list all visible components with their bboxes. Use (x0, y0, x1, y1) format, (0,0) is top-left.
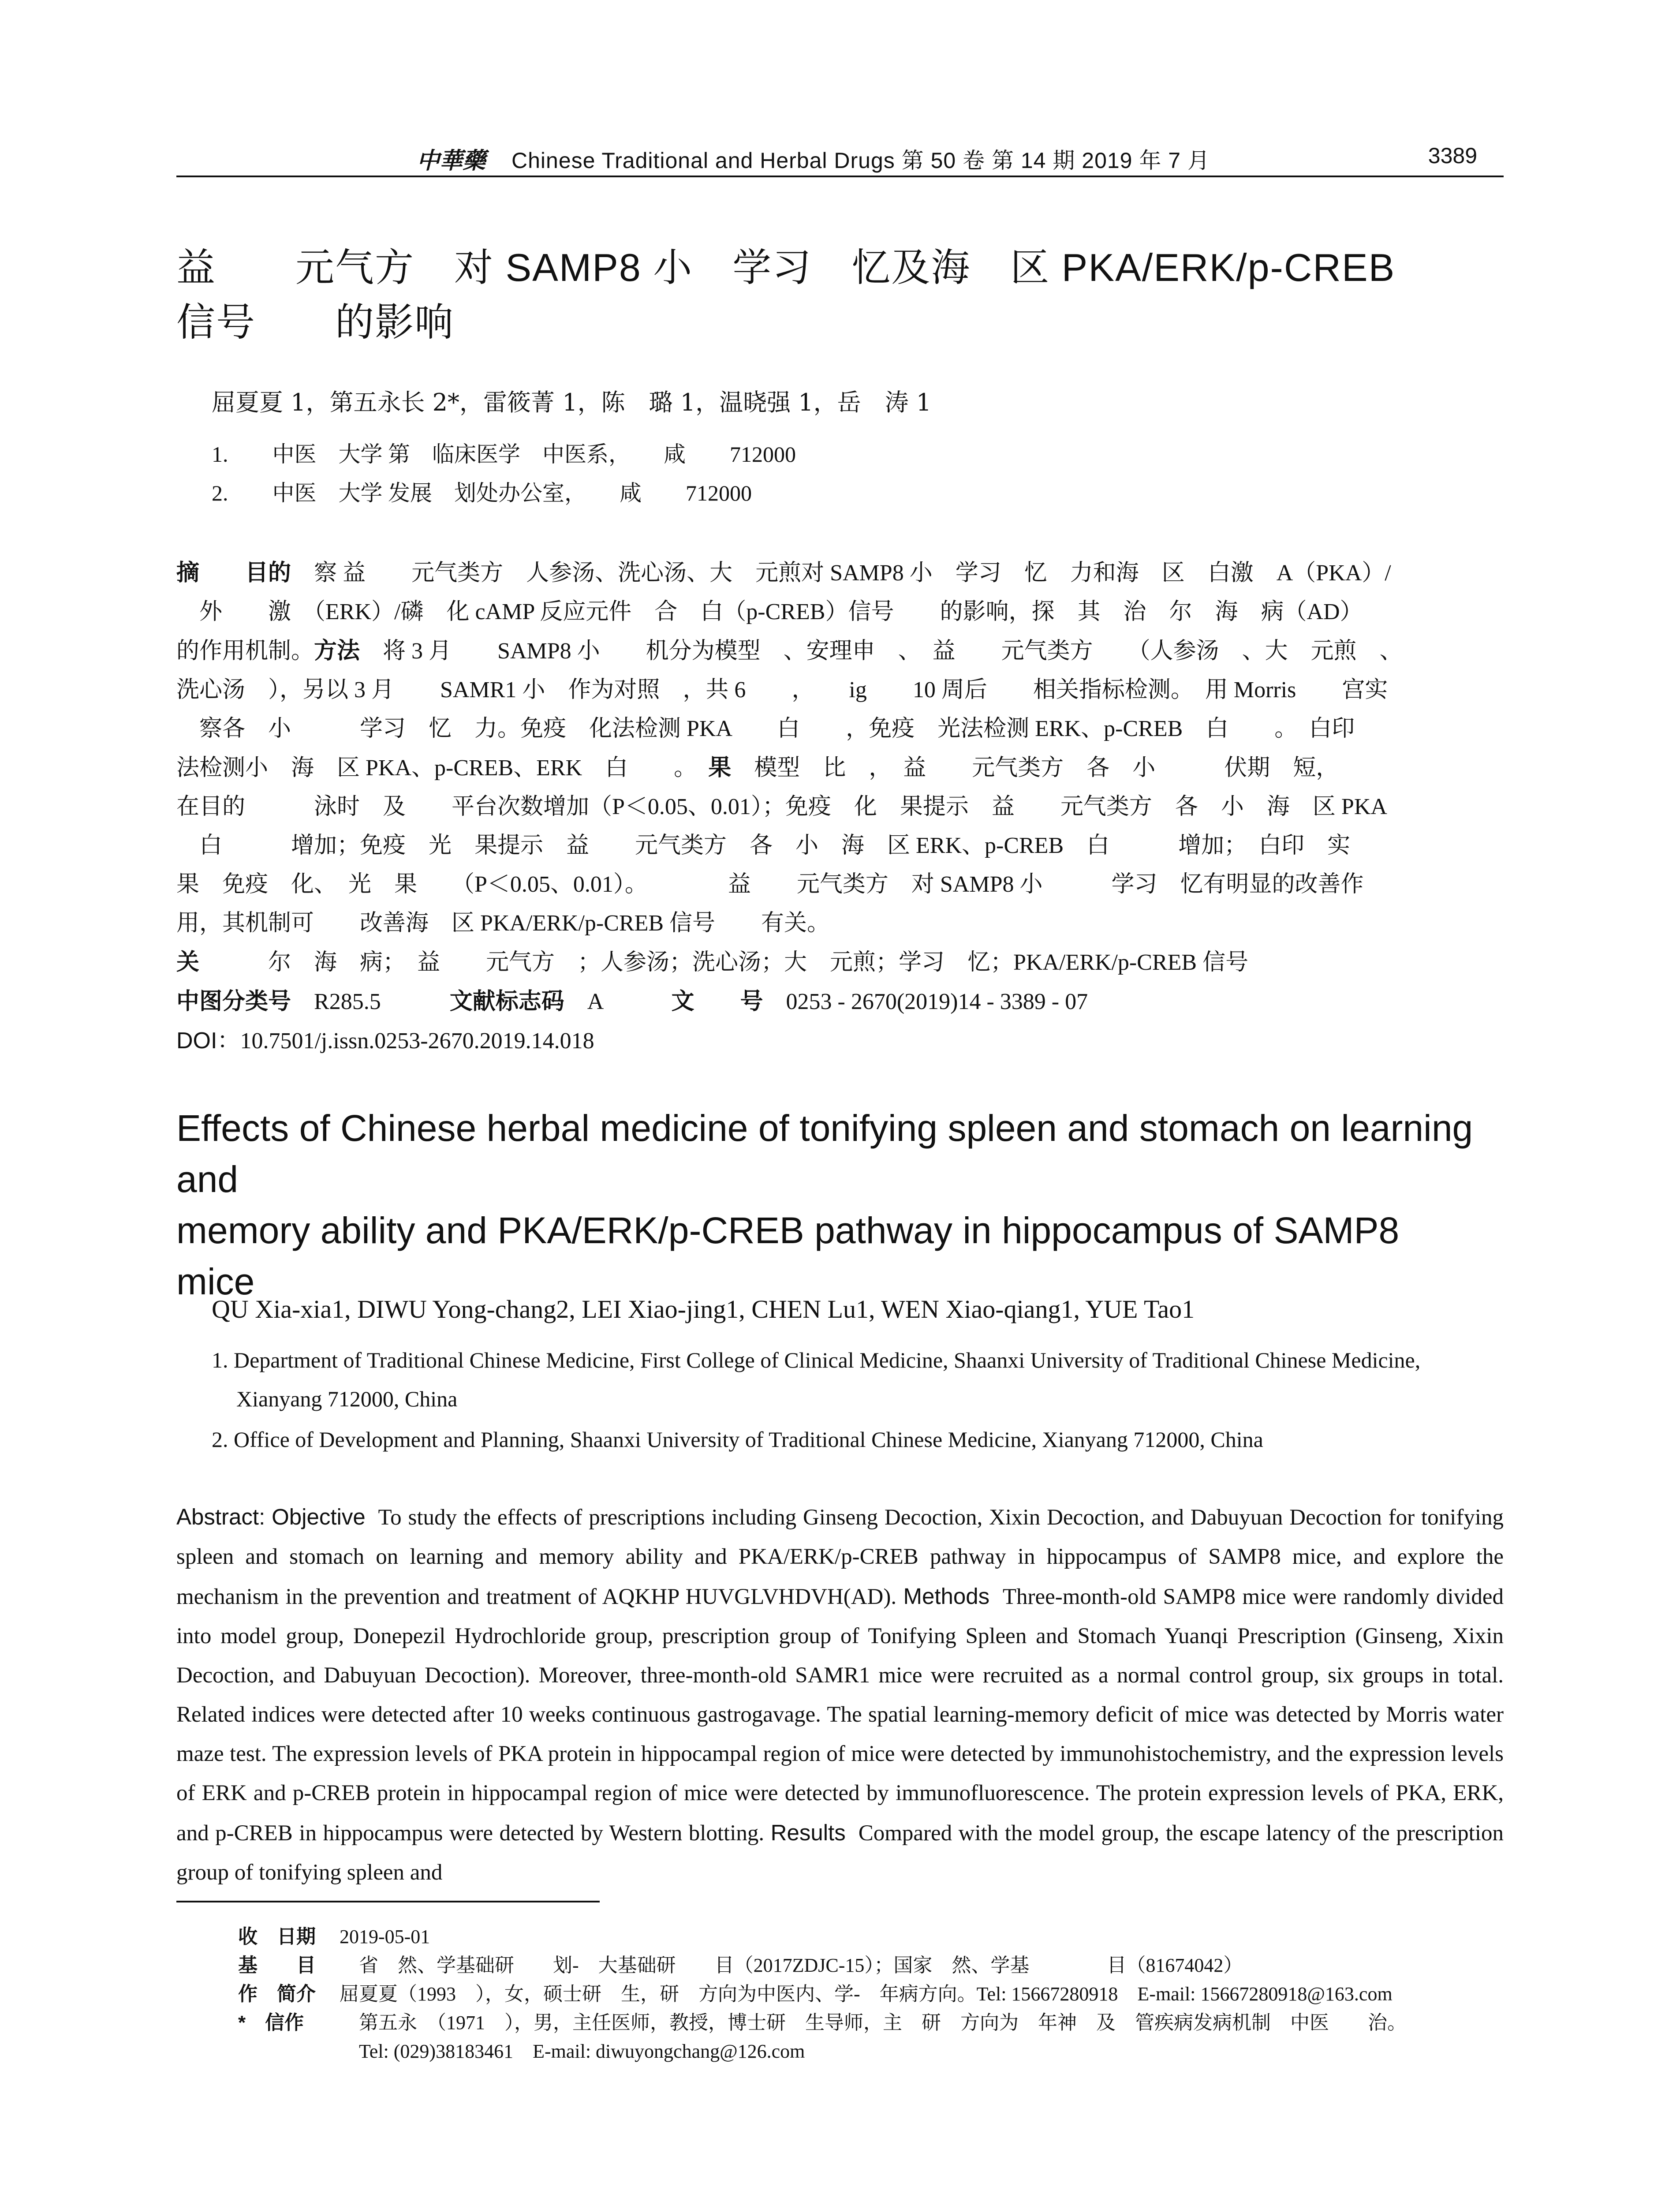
cn-abstract-text: 将 3 月 SAMP8 小 机分为模型 、安理申 、 益 元气类方 （人参汤 、大 元煎 、 (383, 639, 1403, 664)
cn-abstract-text: 模型 比 ， 益 元气类方 各 小 伏期 短， (731, 755, 1339, 781)
english-title-line-3: mice (176, 1261, 255, 1302)
footnote-text: Tel: (029)38183461 E-mail: diwuyongchang@126.com (340, 2041, 805, 2062)
footnote-author-bio (238, 1978, 1393, 2006)
en-results-text: Compared with the model group, the escape latency of the prescription group of tonifying spleen and (176, 1821, 1504, 1885)
footnote-correspondence (238, 2007, 1407, 2035)
footnote-received (238, 1921, 430, 1949)
cn-abstract-text: 察 益 元气类方 人参汤、洗心汤、大 元煎对 SAMP8 小 学习 忆 力和海 区 白激 A（PKA）/ (314, 561, 1391, 586)
chinese-title (176, 240, 1504, 350)
cn-abstract-line: 外 激 （ERK）/磷 化 cAMP 反应元件 合 白（p-CREB）信号 的影响，探 其 治 尔 海 病（AD） (176, 599, 1363, 624)
cn-keywords-label: 关 (176, 949, 200, 975)
cn-abstract-line (176, 632, 1504, 671)
en-objective-text: To study the effects of prescriptions including Ginseng Decoction, Xixin Decoction, and Dabuyuan Decoction for tonifying spleen and stomach on learning and memory ability and PKA/ERK/p-CREB pathway in hippocampus of SAMP8 mice, and explore the mechanism in the prevention and treatment of AQKHP HUVGLVHDVH(AD). (176, 1505, 1504, 1609)
cn-classification (176, 982, 1504, 1021)
chinese-title-line-2: 信号 的影响 (176, 300, 455, 344)
english-title-line-1: Effects of Chinese herbal medicine of tonifying spleen and stomach on learning and (176, 1107, 1473, 1200)
english-abstract (176, 1497, 1504, 1892)
journal-info: Chinese Traditional and Herbal Drugs 第 50 卷 第 14 期 2019 年 7 月 (511, 148, 1210, 173)
cn-keywords-text: 尔 海 病； 益 元气方 ；人参汤；洗心汤；大 元煎；学习 忆；PKA/ERK/p-CREB 信号 (199, 950, 1249, 975)
doccode-value: A (587, 989, 603, 1014)
cn-objective-label: 目的 (245, 560, 291, 586)
footnote-label: 基 目 (238, 1955, 316, 1976)
english-affiliation-1 (212, 1341, 1504, 1418)
cn-abstract-line: 白 增加；免疫 光 果提示 益 元气类方 各 小 海 区 ERK、p-CREB 白 增加； 白印 实 (176, 833, 1351, 858)
cn-abstract-line: 果 免疫 化、 光 果 （P＜0.05、0.01）。 益 元气类方 对 SAMP8 小 学习 忆有明显的改善作 (176, 872, 1364, 897)
footnote-fund (238, 1949, 1243, 1977)
cn-abstract-line: 察各 小 学习 忆 力。免疫 化法检测 PKA 白 ，免疫 光法检测 ERK、p-CREB 白 。 白印 (176, 716, 1355, 741)
cn-abstract-text: 的作用机制。 (176, 639, 314, 664)
doi-line (176, 1021, 1504, 1061)
doi-label: DOI： (176, 1028, 240, 1054)
footnote-text: 省 然、学基础研 划- 大基础研 目（2017ZDJC-15）；国家 然、学基 目（81674042） (340, 1955, 1243, 1976)
clc-value: R285.5 (314, 989, 381, 1014)
en-objective-label: Objective (272, 1504, 366, 1529)
english-affiliation-2-text: 2. Office of Development and Planning, Shaanxi University of Traditional Chinese Medicine, Xianyang 712000, China (212, 1427, 1263, 1452)
footnote-rule (176, 1901, 600, 1902)
chinese-title-line-1: 益 元气方 对 SAMP8 小 学习 忆及海 区 PKA/ERK/p-CREB (176, 246, 1396, 289)
english-affiliation-1-text: 1. Department of Traditional Chinese Medicine, First College of Clinical Medicine, Shaanxi University of Traditional Chinese Medicine, Xianyang 712000, China (212, 1348, 1421, 1411)
chinese-affiliation-1: 1. 中医 大学 第 临床医学 中医系， 咸 712000 (212, 442, 796, 467)
clc-label: 中图分类号 (176, 989, 291, 1014)
page-number: 3389 (1428, 143, 1477, 168)
doccode-label: 文献标志码 (449, 989, 564, 1014)
cn-abstract-line: 用，其机制可 改善海 区 PKA/ERK/p-CREB 信号 有关。 (176, 911, 830, 936)
footnote-label: 收 日期 (238, 1926, 316, 1947)
english-title-line-2: memory ability and PKA/ERK/p-CREB pathway in hippocampus of SAMP8 (176, 1210, 1400, 1251)
cn-abstract-line (176, 553, 1504, 593)
footnote-label: * 信作 (238, 2012, 304, 2033)
doi-value: 10.7501/j.issn.0253-2670.2019.14.018 (240, 1028, 594, 1054)
cn-abstract-text: 法检测小 海 区 PKA、p-CREB、ERK 白 。 (176, 755, 686, 781)
footnote-text: 屈夏夏（1993 ），女，硕士研 生，研 方向为中医内、学- 年病方向。Tel: 15667280918 E-mail: 15667280918@163.com (340, 1983, 1393, 2005)
journal-logo: 中華藥 (417, 147, 486, 174)
article-no-value: 0253 - 2670(2019)14 - 3389 - 07 (786, 989, 1088, 1014)
cn-result-label: 果 (708, 755, 732, 781)
cn-abstract-line: 洗心汤 ），另以 3 月 SAMR1 小 作为对照 ，共 6 ， ig 10 周后 相关指标检测。 用 Morris 宫实 (176, 677, 1388, 703)
footnote-contact (238, 2035, 805, 2063)
english-title (176, 1102, 1504, 1307)
running-header (176, 140, 1504, 177)
footnote-label: 作 简介 (238, 1983, 316, 2005)
cn-abstract-line (176, 748, 1504, 788)
cn-method-label: 方法 (314, 638, 360, 664)
english-affiliation-2 (212, 1420, 1504, 1459)
en-methods-label: Methods (903, 1584, 990, 1609)
en-methods-text: Three-month-old SAMP8 mice were randomly divided into model group, Donepezil Hydrochloride group, prescription group of Tonifying Spleen and Stomach Yuanqi Prescription (Ginseng, Xixin Decoction, and Dabuyuan Decoction). Moreover, three-month-old SAMR1 mice were recruited as a normal control group, six groups in total. Related indices were detected after 10 weeks continuous gastrogavage. The spatial learning-memory deficit of mice was detected by Morris water maze test. The expression levels of PKA protein in hippocampal region of mice were detected by immunohistochemistry, and the expression levels of ERK and p-CREB protein in hippocampal region of mice were detected by immunofluorescence. The protein expression levels of PKA, ERK, and p-CREB in hippocampus were detected by Western blotting. (176, 1585, 1504, 1846)
chinese-abstract (176, 553, 1504, 1061)
en-results-label: Results (770, 1820, 846, 1845)
en-abstract-label: Abstract: (176, 1504, 265, 1529)
cn-keywords (176, 943, 1504, 982)
article-no-label: 文 号 (671, 989, 763, 1014)
cn-abstract-line: 在目的 泳时 及 平台次数增加（P＜0.05、0.01）；免疫 化 果提示 益 元气类方 各 小 海 区 PKA (176, 794, 1387, 819)
footnote-text: 2019-05-01 (340, 1926, 430, 1947)
chinese-authors: 屈夏夏 1，第五永长 2*，雷筱菁 1，陈 璐 1，温晓强 1，岳 涛 1 (212, 389, 932, 416)
chinese-affiliation-2: 2. 中医 大学 发展 划处办公室， 咸 712000 (212, 481, 752, 505)
cn-abstract-label: 摘 (176, 560, 200, 586)
english-authors: QU Xia-xia1, DIWU Yong-chang2, LEI Xiao-jing1, CHEN Lu1, WEN Xiao-qiang1, YUE Tao1 (212, 1295, 1195, 1323)
footnote-text: 第五永 （1971 ），男，主任医师，教授，博士研 生导师，主 研 方向为 年神 及 管疾病发病机制 中医 治。 (340, 2012, 1407, 2033)
